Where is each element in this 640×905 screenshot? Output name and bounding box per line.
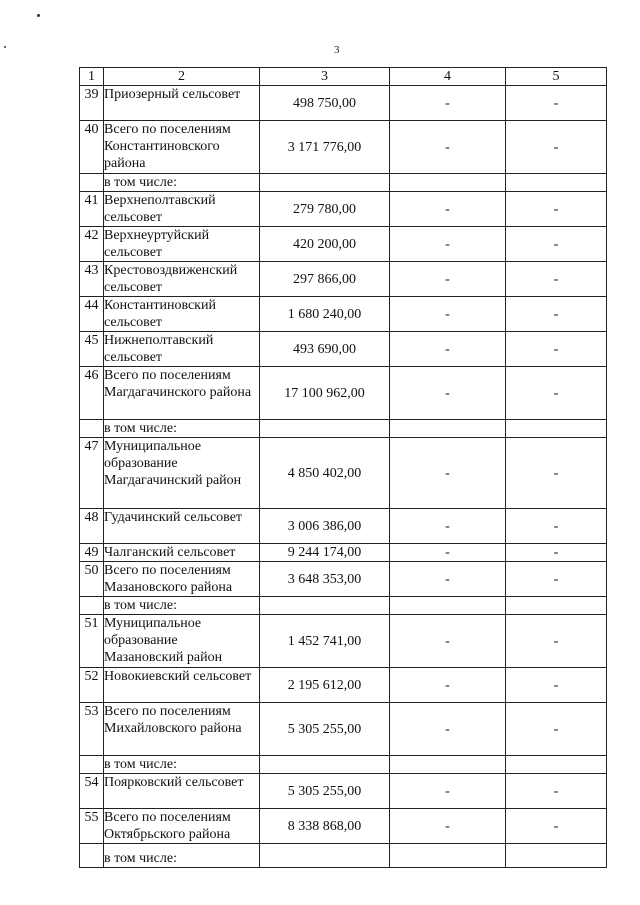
settlement-name: Всего по поселениям Константиновского района	[104, 121, 260, 174]
column-4-cell: -	[390, 86, 506, 121]
column-5-cell: -	[506, 615, 607, 668]
row-number: 55	[80, 809, 104, 844]
column-header-1: 1	[80, 68, 104, 86]
column-5-cell	[506, 844, 607, 868]
row-number	[80, 844, 104, 868]
amount-cell: 297 866,00	[260, 262, 390, 297]
scan-speck	[37, 14, 40, 17]
settlement-name: Муниципальное образование Мазановский район	[104, 615, 260, 668]
row-number: 50	[80, 562, 104, 597]
row-number: 54	[80, 774, 104, 809]
column-4-cell: -	[390, 615, 506, 668]
column-4-cell	[390, 756, 506, 774]
column-5-cell: -	[506, 121, 607, 174]
table-row	[80, 562, 607, 597]
column-5-cell	[506, 174, 607, 192]
table-row	[80, 174, 607, 192]
row-number: 53	[80, 703, 104, 756]
column-4-cell: -	[390, 192, 506, 227]
table-row	[80, 86, 607, 121]
table-header-row	[80, 68, 607, 86]
column-5-cell: -	[506, 438, 607, 509]
column-5-cell	[506, 756, 607, 774]
table-row	[80, 332, 607, 367]
subtotal-label: в том числе:	[104, 420, 260, 438]
subtotal-label: в том числе:	[104, 844, 260, 868]
column-5-cell: -	[506, 509, 607, 544]
amount-cell: 3 171 776,00	[260, 121, 390, 174]
column-header-5: 5	[506, 68, 607, 86]
column-4-cell	[390, 174, 506, 192]
row-number: 46	[80, 367, 104, 420]
column-5-cell	[506, 597, 607, 615]
column-4-cell: -	[390, 562, 506, 597]
scan-speck	[4, 46, 6, 48]
table-row	[80, 420, 607, 438]
settlement-name: Муниципальное образование Магдагачинский район	[104, 438, 260, 509]
column-5-cell: -	[506, 227, 607, 262]
column-5-cell: -	[506, 332, 607, 367]
column-4-cell: -	[390, 509, 506, 544]
amount-cell: 1 680 240,00	[260, 297, 390, 332]
column-4-cell: -	[390, 262, 506, 297]
row-number: 47	[80, 438, 104, 509]
table-row	[80, 615, 607, 668]
column-5-cell: -	[506, 192, 607, 227]
table-row	[80, 121, 607, 174]
amount-cell: 5 305 255,00	[260, 774, 390, 809]
row-number	[80, 597, 104, 615]
column-5-cell: -	[506, 703, 607, 756]
column-4-cell: -	[390, 332, 506, 367]
table-row	[80, 774, 607, 809]
amount-cell: 2 195 612,00	[260, 668, 390, 703]
row-number: 39	[80, 86, 104, 121]
row-number: 45	[80, 332, 104, 367]
table-row	[80, 367, 607, 420]
row-number: 40	[80, 121, 104, 174]
settlement-name: Верхнеполтавский сельсовет	[104, 192, 260, 227]
budget-table	[79, 67, 607, 868]
amount-cell: 420 200,00	[260, 227, 390, 262]
column-5-cell: -	[506, 774, 607, 809]
table-row	[80, 262, 607, 297]
column-4-cell: -	[390, 544, 506, 562]
column-5-cell: -	[506, 367, 607, 420]
row-number: 51	[80, 615, 104, 668]
settlement-name: Приозерный сельсовет	[104, 86, 260, 121]
column-4-cell: -	[390, 668, 506, 703]
column-4-cell: -	[390, 774, 506, 809]
amount-cell	[260, 844, 390, 868]
settlement-name: Чалганский сельсовет	[104, 544, 260, 562]
row-number	[80, 756, 104, 774]
row-number: 49	[80, 544, 104, 562]
settlement-name: Нижнеполтавский сельсовет	[104, 332, 260, 367]
table-row	[80, 703, 607, 756]
column-5-cell: -	[506, 668, 607, 703]
column-4-cell: -	[390, 809, 506, 844]
table-row	[80, 668, 607, 703]
table-row	[80, 756, 607, 774]
column-header-3: 3	[260, 68, 390, 86]
amount-cell: 8 338 868,00	[260, 809, 390, 844]
table-row	[80, 438, 607, 509]
amount-cell: 493 690,00	[260, 332, 390, 367]
column-5-cell: -	[506, 86, 607, 121]
settlement-name: Всего по поселениям Мазановского района	[104, 562, 260, 597]
settlement-name: Константиновский сельсовет	[104, 297, 260, 332]
column-5-cell	[506, 420, 607, 438]
column-5-cell: -	[506, 809, 607, 844]
column-4-cell: -	[390, 227, 506, 262]
amount-cell: 4 850 402,00	[260, 438, 390, 509]
row-number	[80, 420, 104, 438]
page-number: 3	[334, 44, 340, 56]
settlement-name: Верхнеуртуйский сельсовет	[104, 227, 260, 262]
column-4-cell: -	[390, 703, 506, 756]
table-row	[80, 192, 607, 227]
table-row	[80, 544, 607, 562]
subtotal-label: в том числе:	[104, 174, 260, 192]
column-4-cell	[390, 420, 506, 438]
row-number	[80, 174, 104, 192]
row-number: 42	[80, 227, 104, 262]
amount-cell: 17 100 962,00	[260, 367, 390, 420]
settlement-name: Гудачинский сельсовет	[104, 509, 260, 544]
column-5-cell: -	[506, 562, 607, 597]
column-header-4: 4	[390, 68, 506, 86]
column-5-cell: -	[506, 262, 607, 297]
amount-cell: 1 452 741,00	[260, 615, 390, 668]
table-row	[80, 297, 607, 332]
column-5-cell: -	[506, 297, 607, 332]
settlement-name: Всего по поселениям Октябрьского района	[104, 809, 260, 844]
settlement-name: Крестовоздвиженский сельсовет	[104, 262, 260, 297]
amount-cell	[260, 597, 390, 615]
column-4-cell: -	[390, 438, 506, 509]
column-4-cell: -	[390, 367, 506, 420]
column-4-cell	[390, 597, 506, 615]
column-header-2: 2	[104, 68, 260, 86]
row-number: 41	[80, 192, 104, 227]
table-row	[80, 844, 607, 868]
table-row	[80, 809, 607, 844]
settlement-name: Новокиевский сельсовет	[104, 668, 260, 703]
amount-cell	[260, 420, 390, 438]
table-row	[80, 597, 607, 615]
row-number: 44	[80, 297, 104, 332]
settlement-name: Всего по поселениям Михайловского района	[104, 703, 260, 756]
amount-cell: 5 305 255,00	[260, 703, 390, 756]
amount-cell: 279 780,00	[260, 192, 390, 227]
table-row	[80, 509, 607, 544]
amount-cell: 3 648 353,00	[260, 562, 390, 597]
table-row	[80, 227, 607, 262]
amount-cell: 498 750,00	[260, 86, 390, 121]
settlement-name: Всего по поселениям Магдагачинского района	[104, 367, 260, 420]
column-4-cell	[390, 844, 506, 868]
amount-cell	[260, 756, 390, 774]
settlement-name: Поярковский сельсовет	[104, 774, 260, 809]
subtotal-label: в том числе:	[104, 597, 260, 615]
row-number: 48	[80, 509, 104, 544]
column-4-cell: -	[390, 297, 506, 332]
amount-cell: 9 244 174,00	[260, 544, 390, 562]
subtotal-label: в том числе:	[104, 756, 260, 774]
amount-cell	[260, 174, 390, 192]
amount-cell: 3 006 386,00	[260, 509, 390, 544]
row-number: 43	[80, 262, 104, 297]
column-5-cell: -	[506, 544, 607, 562]
row-number: 52	[80, 668, 104, 703]
column-4-cell: -	[390, 121, 506, 174]
